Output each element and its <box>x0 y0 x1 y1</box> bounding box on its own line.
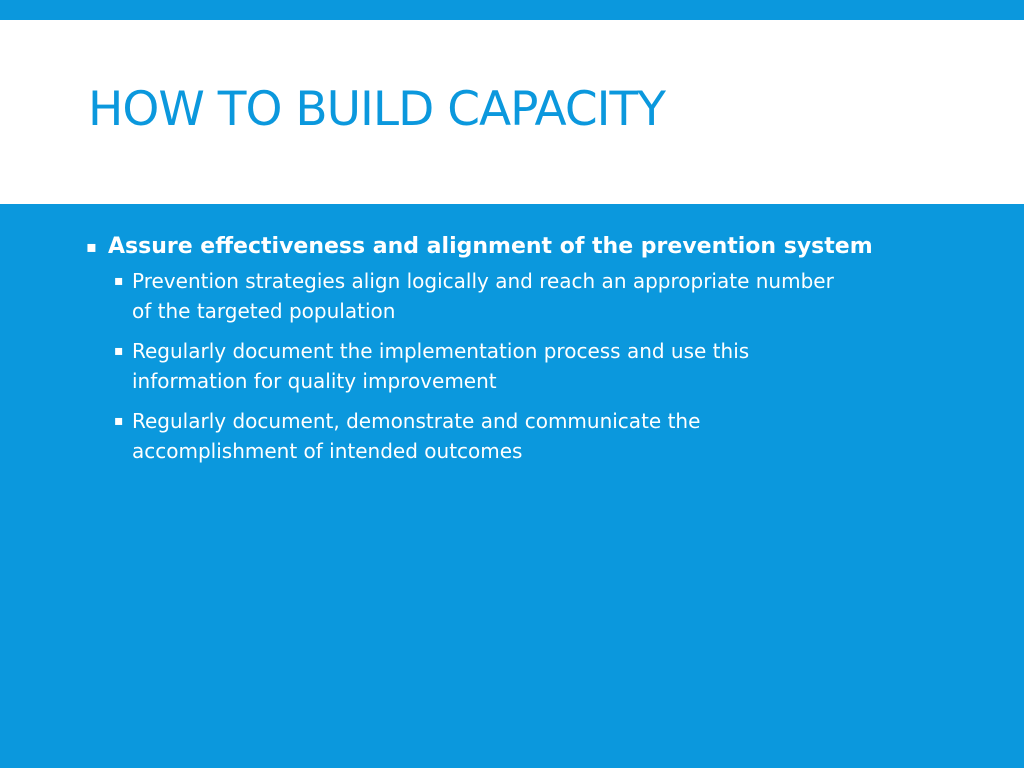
slide-content <box>86 230 966 476</box>
bullet-text: Assure effectiveness and alignment of the prevention system <box>108 234 873 259</box>
sub-bullet-marker-icon: ▪ <box>114 413 124 429</box>
bullet-marker-icon: ▪ <box>86 237 97 256</box>
title-band <box>0 20 1024 204</box>
sub-bullet-text: Regularly document the implementation process and use this information for quality improvement <box>132 339 750 393</box>
sub-bullet-marker-icon: ▪ <box>114 343 124 359</box>
sub-bullet-text: Regularly document, demonstrate and communicate the accomplishment of intended outcomes <box>132 409 701 463</box>
sub-bullet-text: Prevention strategies align logically and reach an appropriate number of the targeted population <box>132 269 834 323</box>
sub-bullet-item <box>112 336 852 396</box>
sub-bullet-marker-icon: ▪ <box>114 273 124 289</box>
top-accent-band <box>0 0 1024 20</box>
sub-bullet-item <box>112 406 852 466</box>
bullet-item <box>86 230 966 264</box>
sub-bullet-list <box>86 266 966 466</box>
slide-title: HOW TO BUILD CAPACITY <box>88 82 665 137</box>
sub-bullet-item <box>112 266 852 326</box>
